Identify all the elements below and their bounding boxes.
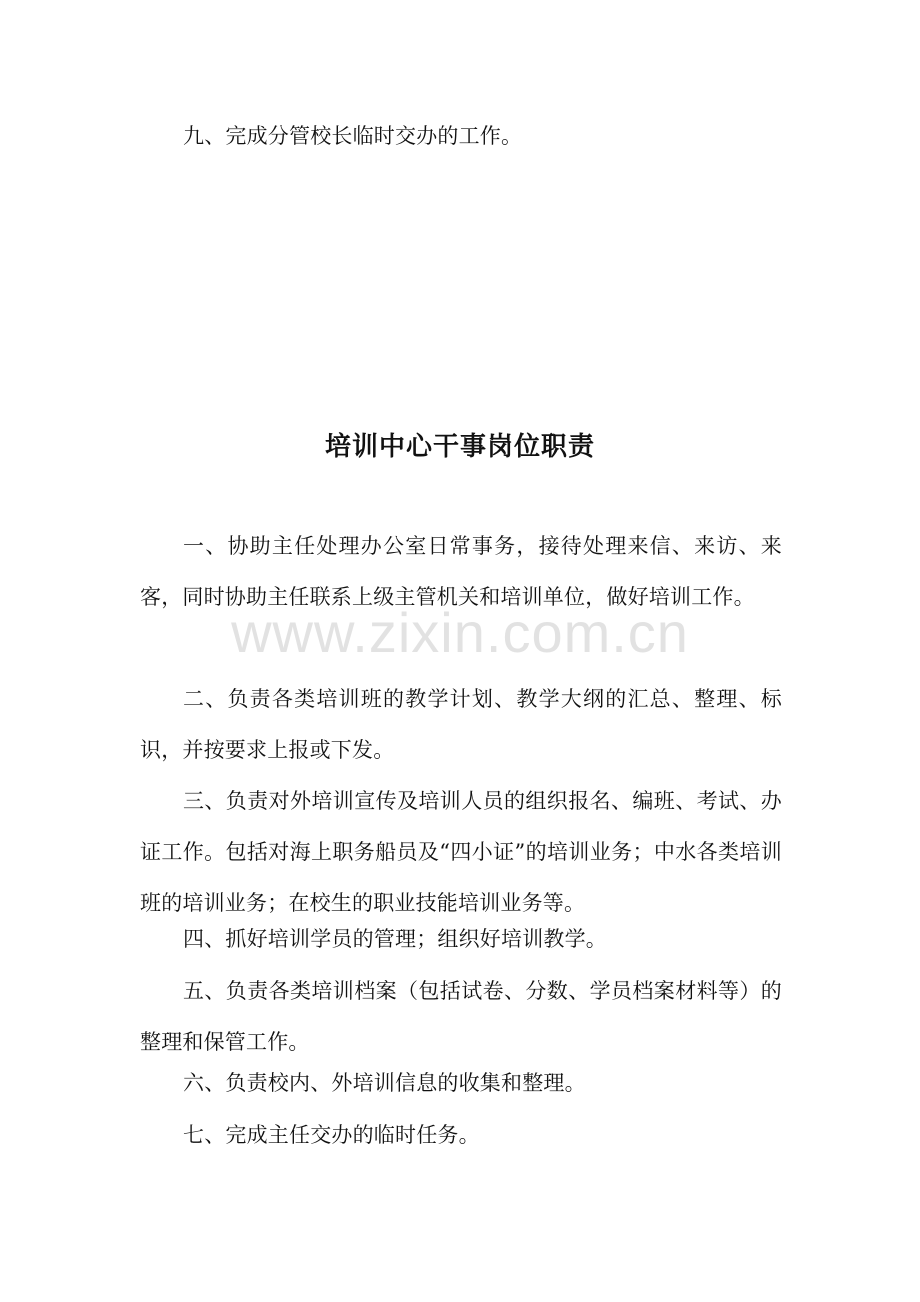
duty-item-9: 九、完成分管校长临时交办的工作。 [183, 124, 523, 148]
watermark: www.zixin.com.cn [231, 601, 689, 664]
duty-item-4: 四、抓好培训学员的管理；组织好培训教学。 [183, 927, 607, 951]
duty-item-1: 一、协助主任处理办公室日常事务，接待处理来信、来访、来客，同时协助主任联系上级主管机关和培训单位，做好培训工作。 [140, 534, 782, 609]
duty-item-2: 二、负责各类培训班的教学计划、教学大纲的汇总、整理、标识，并按要求上报或下发。 [140, 687, 782, 762]
duty-item-7: 七、完成主任交办的临时任务。 [183, 1123, 480, 1147]
duty-item-6: 六、负责校内、外培训信息的收集和整理。 [183, 1071, 586, 1095]
duty-item-5: 五、负责各类培训档案（包括试卷、分数、学员档案材料等）的整理和保管工作。 [140, 979, 782, 1054]
page-title: 培训中心干事岗位职责 [324, 432, 595, 462]
duty-item-3: 三、负责对外培训宣传及培训人员的组织报名、编班、考试、办证工作。包括对海上职务船员及“四小证”的培训业务；中水各类培训班的培训业务；在校生的职业技能培训业务等。 [140, 789, 782, 915]
